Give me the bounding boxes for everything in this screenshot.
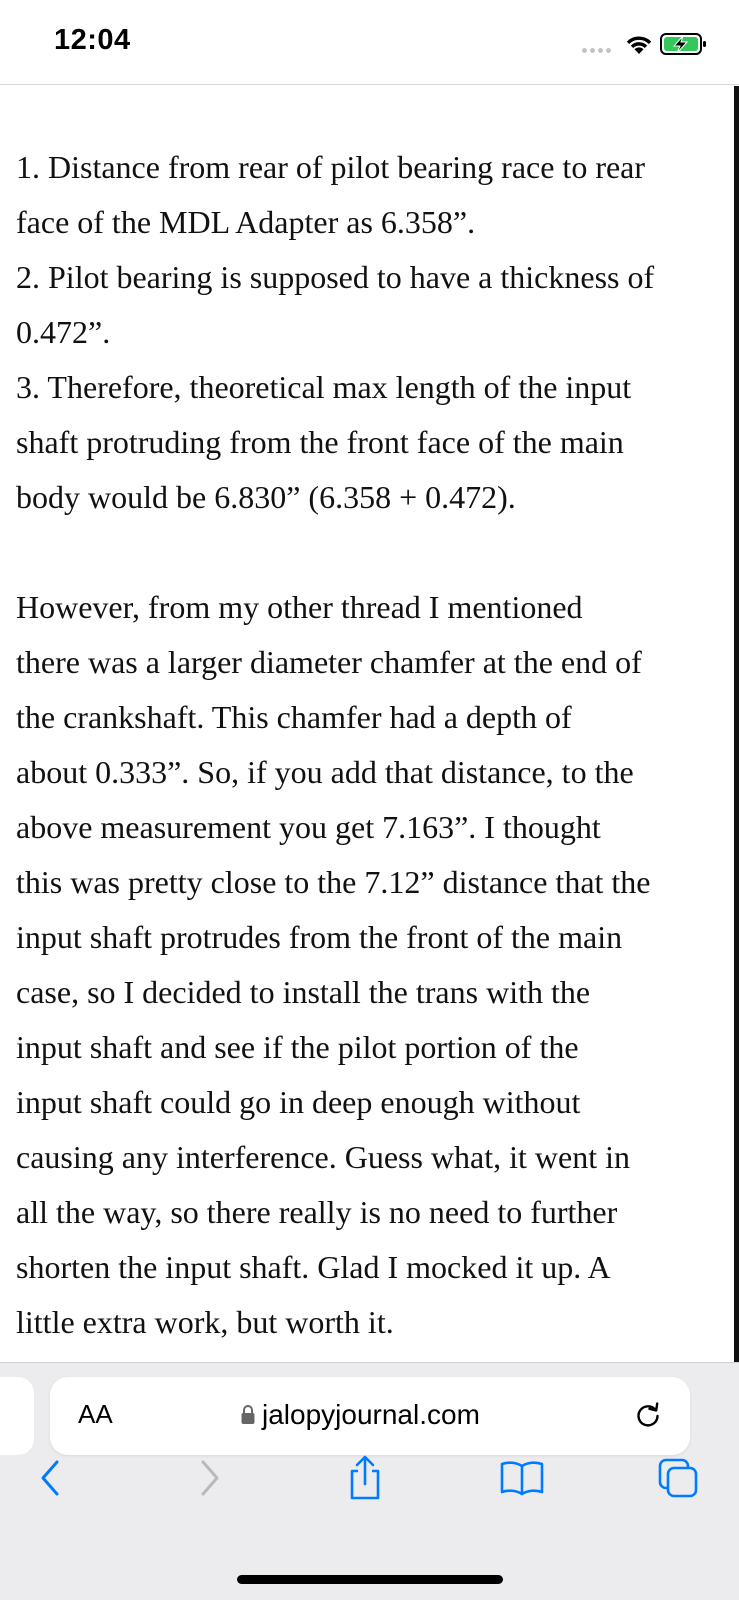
text-line: However, from my other thread I mentioned (16, 589, 583, 625)
text-line: 3. Therefore, theoretical max length of the input (16, 369, 632, 405)
text-line: causing any interference. Guess what, it went in (16, 1139, 631, 1175)
tabs-button[interactable] (648, 1443, 708, 1513)
text-line: case, so I decided to install the trans with the (16, 974, 591, 1010)
paragraph-spacer (16, 525, 716, 580)
url-field[interactable] (240, 1395, 480, 1435)
lock-icon (240, 1404, 256, 1426)
book-icon (498, 1458, 546, 1498)
text-line: input shaft and see if the pilot portion of the (16, 1029, 579, 1065)
text-line: the crankshaft. This chamfer had a depth of (16, 699, 572, 735)
battery-charging-icon (660, 32, 708, 56)
paragraph-measurements (16, 140, 716, 525)
chevron-left-icon (35, 1458, 65, 1498)
browser-toolbar (0, 1362, 739, 1600)
text-line: 0.472”. (16, 314, 111, 350)
url-text: jalopyjournal.com (262, 1399, 480, 1430)
text-line: face of the MDL Adapter as 6.358”. (16, 204, 476, 240)
text-line: shorten the input shaft. Glad I mocked it up. A (16, 1249, 611, 1285)
home-indicator[interactable] (237, 1575, 503, 1584)
status-bar (0, 0, 739, 85)
cellular-signal-icon (582, 48, 611, 53)
text-line: about 0.333”. So, if you add that distance, to the (16, 754, 634, 790)
paragraph-conclusion (16, 580, 716, 1350)
text-line: 2. Pilot bearing is supposed to have a thickness of (16, 259, 655, 295)
navigation-bar (0, 1443, 739, 1553)
forward-button[interactable] (180, 1443, 240, 1513)
text-size-button[interactable]: AA (78, 1399, 113, 1429)
share-button[interactable] (335, 1443, 395, 1513)
article-body (16, 140, 716, 1350)
text-line: this was pretty close to the 7.12” distance that the (16, 864, 651, 900)
text-line: 1. Distance from rear of pilot bearing race to rear (16, 149, 646, 185)
text-line: above measurement you get 7.163”. I thought (16, 809, 601, 845)
text-line: little extra work, but worth it. (16, 1304, 394, 1340)
chevron-right-icon (195, 1458, 225, 1498)
wifi-icon (624, 33, 654, 55)
text-line: there was a larger diameter chamfer at the end of (16, 644, 642, 680)
text-line: input shaft protrudes from the front of the main (16, 919, 623, 955)
text-line: body would be 6.830” (6.358 + 0.472). (16, 479, 516, 515)
tabs-icon (656, 1456, 700, 1500)
text-line: shaft protruding from the front face of the main (16, 424, 624, 460)
reload-icon[interactable] (632, 1399, 664, 1431)
back-button[interactable] (20, 1443, 80, 1513)
text-line: input shaft could go in deep enough without (16, 1084, 581, 1120)
status-time: 12:04 (54, 24, 131, 56)
text-line: all the way, so there really is no need to further (16, 1194, 618, 1230)
bookmarks-button[interactable] (492, 1443, 552, 1513)
share-icon (345, 1454, 385, 1502)
scrollbar[interactable] (734, 86, 739, 1362)
